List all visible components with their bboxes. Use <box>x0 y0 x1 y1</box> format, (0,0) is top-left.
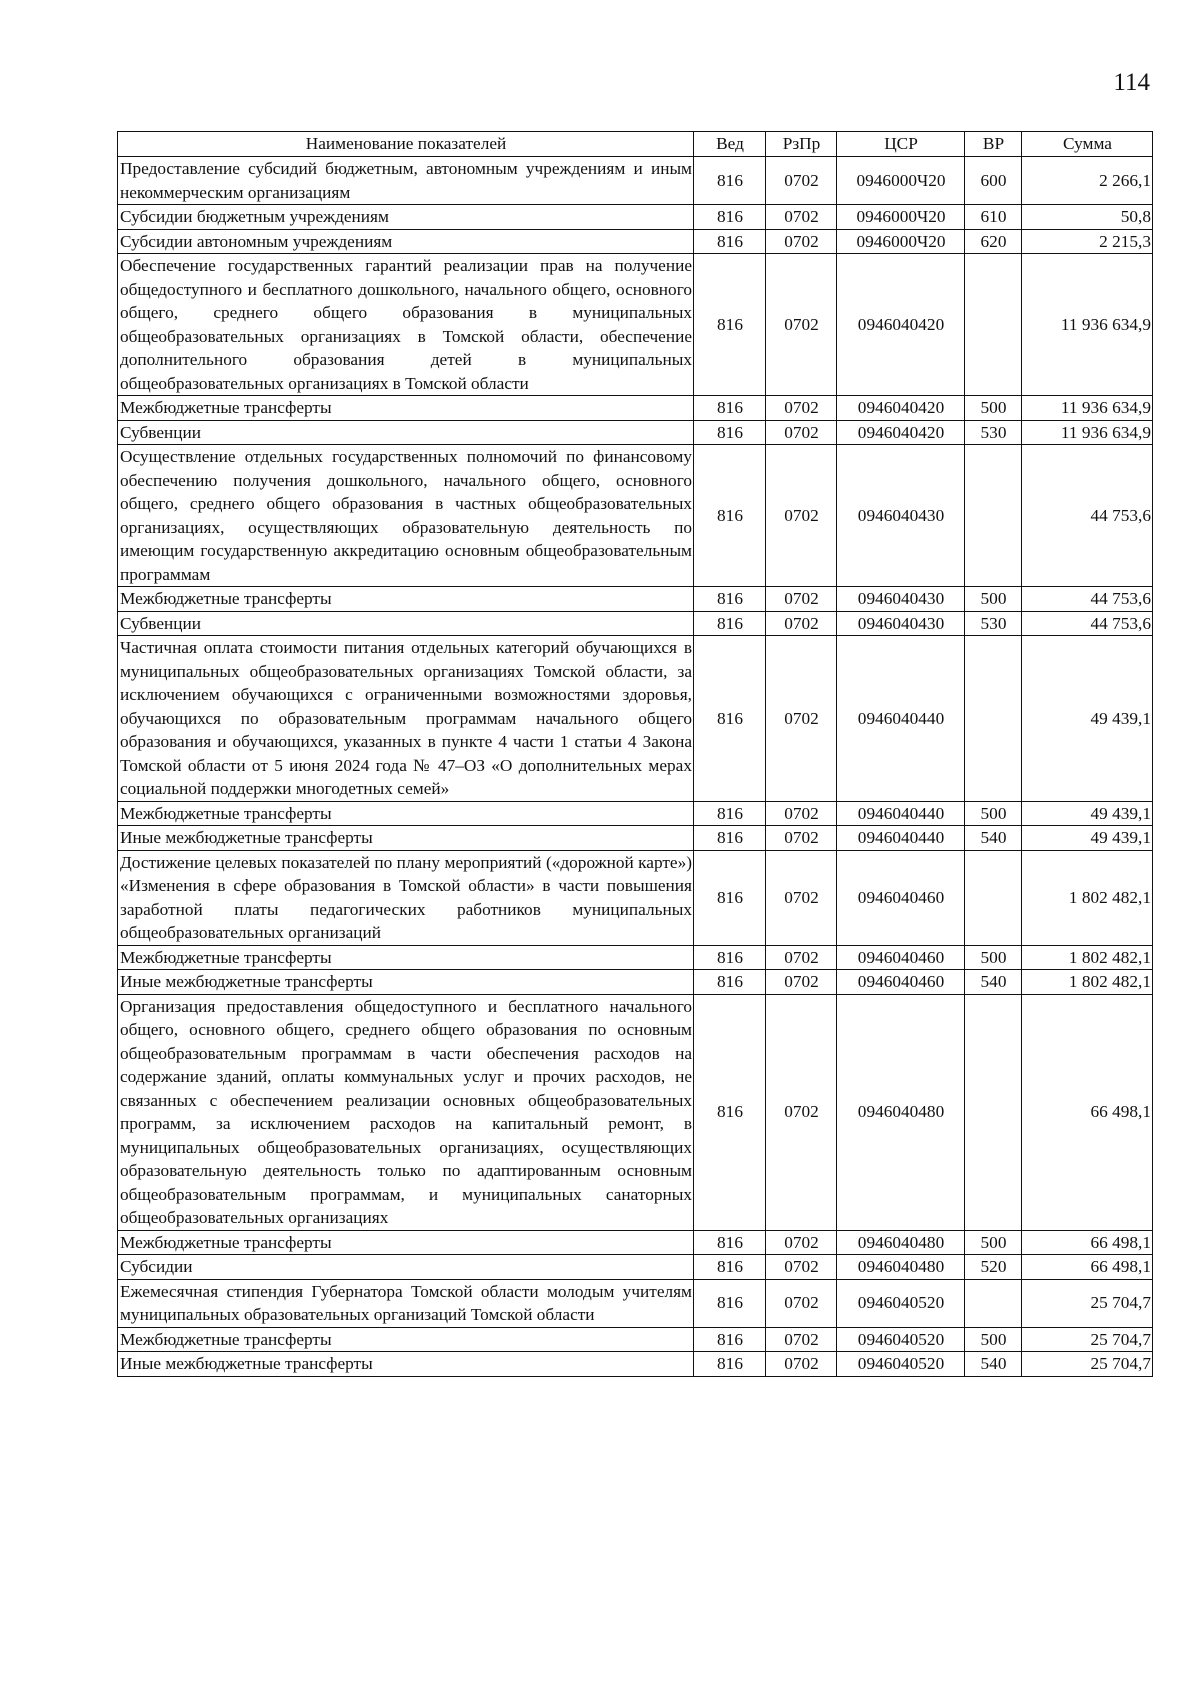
cell-rzpr: 0702 <box>766 1327 837 1352</box>
cell-csr: 0946040430 <box>837 445 965 587</box>
cell-name: Межбюджетные трансферты <box>118 1327 694 1352</box>
cell-sum: 25 704,7 <box>1022 1279 1153 1327</box>
cell-ved: 816 <box>694 396 766 421</box>
cell-ved: 816 <box>694 1279 766 1327</box>
cell-ved: 816 <box>694 826 766 851</box>
cell-csr: 0946040520 <box>837 1352 965 1377</box>
cell-ved: 816 <box>694 205 766 230</box>
cell-ved: 816 <box>694 587 766 612</box>
cell-vr: 540 <box>965 1352 1022 1377</box>
header-sum: Сумма <box>1022 132 1153 157</box>
cell-name: Ежемесячная стипендия Губернатора Томской области молодым учителям муниципальных образовательных организаций Томской области <box>118 1279 694 1327</box>
cell-rzpr: 0702 <box>766 994 837 1230</box>
cell-name: Субвенции <box>118 420 694 445</box>
cell-sum: 11 936 634,9 <box>1022 254 1153 396</box>
cell-name: Межбюджетные трансферты <box>118 1230 694 1255</box>
table-row <box>118 945 1153 970</box>
cell-sum: 49 439,1 <box>1022 801 1153 826</box>
cell-sum: 11 936 634,9 <box>1022 396 1153 421</box>
table-row <box>118 611 1153 636</box>
cell-ved: 816 <box>694 1255 766 1280</box>
cell-sum: 50,8 <box>1022 205 1153 230</box>
cell-rzpr: 0702 <box>766 1279 837 1327</box>
cell-sum: 44 753,6 <box>1022 611 1153 636</box>
cell-rzpr: 0702 <box>766 254 837 396</box>
cell-vr <box>965 254 1022 396</box>
cell-name: Частичная оплата стоимости питания отдельных категорий обучающихся в муниципальных общеобразовательных организациях Томской области, за исключением обучающихся с ограниченными возможностями здоровья, обучающихся по образовательным программам начального общего образования и обучающихся, указанных в пункте 4 части 1 статьи 4 Закона Томской области от 5 июня 2024 года № 47–ОЗ «О дополнительных мерах социальной поддержки многодетных семей» <box>118 636 694 802</box>
table-row <box>118 1230 1153 1255</box>
cell-ved: 816 <box>694 1352 766 1377</box>
cell-vr: 500 <box>965 396 1022 421</box>
cell-sum: 2 266,1 <box>1022 157 1153 205</box>
cell-sum: 1 802 482,1 <box>1022 850 1153 945</box>
cell-vr: 540 <box>965 826 1022 851</box>
cell-rzpr: 0702 <box>766 970 837 995</box>
header-rzpr: РзПр <box>766 132 837 157</box>
cell-sum: 2 215,3 <box>1022 229 1153 254</box>
cell-vr: 610 <box>965 205 1022 230</box>
cell-csr: 0946040480 <box>837 1255 965 1280</box>
cell-name: Иные межбюджетные трансферты <box>118 970 694 995</box>
cell-sum: 66 498,1 <box>1022 1255 1153 1280</box>
cell-name: Межбюджетные трансферты <box>118 945 694 970</box>
cell-csr: 0946040420 <box>837 420 965 445</box>
page-number: 114 <box>1113 69 1150 96</box>
cell-name: Межбюджетные трансферты <box>118 587 694 612</box>
table-row <box>118 970 1153 995</box>
table-row <box>118 1327 1153 1352</box>
cell-csr: 0946040520 <box>837 1327 965 1352</box>
cell-name: Достижение целевых показателей по плану мероприятий («дорожной карте») «Изменения в сфере образования в Томской области» в части повышения заработной платы педагогических работников муниципальных общеобразовательных организаций <box>118 850 694 945</box>
table-row <box>118 1255 1153 1280</box>
cell-vr <box>965 1279 1022 1327</box>
cell-sum: 66 498,1 <box>1022 1230 1153 1255</box>
cell-sum: 66 498,1 <box>1022 994 1153 1230</box>
cell-vr: 540 <box>965 970 1022 995</box>
cell-sum: 1 802 482,1 <box>1022 945 1153 970</box>
cell-rzpr: 0702 <box>766 157 837 205</box>
table-row <box>118 254 1153 396</box>
table-row <box>118 850 1153 945</box>
cell-rzpr: 0702 <box>766 826 837 851</box>
cell-ved: 816 <box>694 611 766 636</box>
cell-sum: 49 439,1 <box>1022 826 1153 851</box>
cell-vr: 500 <box>965 587 1022 612</box>
cell-sum: 49 439,1 <box>1022 636 1153 802</box>
cell-name: Иные межбюджетные трансферты <box>118 826 694 851</box>
cell-csr: 0946040420 <box>837 254 965 396</box>
table-header-row <box>118 132 1153 157</box>
cell-ved: 816 <box>694 420 766 445</box>
cell-vr: 500 <box>965 801 1022 826</box>
cell-name: Межбюджетные трансферты <box>118 801 694 826</box>
cell-rzpr: 0702 <box>766 587 837 612</box>
cell-name: Субсидии автономным учреждениям <box>118 229 694 254</box>
table-row <box>118 826 1153 851</box>
cell-ved: 816 <box>694 850 766 945</box>
table-row <box>118 396 1153 421</box>
cell-ved: 816 <box>694 254 766 396</box>
cell-rzpr: 0702 <box>766 420 837 445</box>
table-row <box>118 445 1153 587</box>
cell-sum: 25 704,7 <box>1022 1352 1153 1377</box>
cell-vr <box>965 850 1022 945</box>
table-row <box>118 420 1153 445</box>
cell-vr: 500 <box>965 1327 1022 1352</box>
cell-sum: 1 802 482,1 <box>1022 970 1153 995</box>
cell-vr: 500 <box>965 1230 1022 1255</box>
cell-rzpr: 0702 <box>766 1352 837 1377</box>
table-row <box>118 1352 1153 1377</box>
cell-csr: 0946040430 <box>837 587 965 612</box>
cell-ved: 816 <box>694 636 766 802</box>
header-ved: Вед <box>694 132 766 157</box>
table-row <box>118 1279 1153 1327</box>
budget-table <box>117 131 1153 1377</box>
table-row <box>118 205 1153 230</box>
cell-ved: 816 <box>694 1230 766 1255</box>
cell-csr: 0946000Ч20 <box>837 157 965 205</box>
cell-sum: 25 704,7 <box>1022 1327 1153 1352</box>
cell-rzpr: 0702 <box>766 205 837 230</box>
cell-rzpr: 0702 <box>766 945 837 970</box>
cell-rzpr: 0702 <box>766 611 837 636</box>
cell-csr: 0946040460 <box>837 850 965 945</box>
header-name: Наименование показателей <box>118 132 694 157</box>
cell-vr <box>965 994 1022 1230</box>
cell-name: Обеспечение государственных гарантий реализации прав на получение общедоступного и бесплатного дошкольного, начального общего, основного общего, среднего общего образования в муниципальных общеобразовательных организациях в Томской области, обеспечение дополнительного образования детей в муниципальных общеобразовательных организациях в Томской области <box>118 254 694 396</box>
cell-csr: 0946000Ч20 <box>837 205 965 230</box>
cell-vr: 530 <box>965 420 1022 445</box>
cell-rzpr: 0702 <box>766 1255 837 1280</box>
cell-rzpr: 0702 <box>766 801 837 826</box>
cell-rzpr: 0702 <box>766 636 837 802</box>
table-row <box>118 636 1153 802</box>
cell-name: Предоставление субсидий бюджетным, автономным учреждениям и иным некоммерческим организациям <box>118 157 694 205</box>
cell-name: Субсидии бюджетным учреждениям <box>118 205 694 230</box>
cell-csr: 0946040430 <box>837 611 965 636</box>
cell-ved: 816 <box>694 801 766 826</box>
cell-vr: 530 <box>965 611 1022 636</box>
cell-vr <box>965 636 1022 802</box>
cell-rzpr: 0702 <box>766 1230 837 1255</box>
header-csr: ЦСР <box>837 132 965 157</box>
cell-csr: 0946040460 <box>837 970 965 995</box>
cell-sum: 44 753,6 <box>1022 587 1153 612</box>
cell-csr: 0946040480 <box>837 994 965 1230</box>
cell-csr: 0946040520 <box>837 1279 965 1327</box>
cell-csr: 0946040480 <box>837 1230 965 1255</box>
cell-sum: 44 753,6 <box>1022 445 1153 587</box>
cell-rzpr: 0702 <box>766 850 837 945</box>
table-row <box>118 229 1153 254</box>
cell-csr: 0946000Ч20 <box>837 229 965 254</box>
cell-rzpr: 0702 <box>766 229 837 254</box>
cell-rzpr: 0702 <box>766 445 837 587</box>
cell-vr: 620 <box>965 229 1022 254</box>
cell-vr: 500 <box>965 945 1022 970</box>
cell-name: Осуществление отдельных государственных полномочий по финансовому обеспечению получения дошкольного, начального общего, основного общего, среднего общего образования в частных общеобразовательных организациях, осуществляющих образовательную деятельность по имеющим государственную аккредитацию основным общеобразовательным программам <box>118 445 694 587</box>
cell-ved: 816 <box>694 157 766 205</box>
cell-name: Организация предоставления общедоступного и бесплатного начального общего, основного общего, среднего общего образования по основным общеобразовательным программам в части обеспечения расходов на содержание зданий, оплаты коммунальных услуг и прочих расходов, не связанных с обеспечением реализации основных общеобразовательных программ, за исключением расходов на капитальный ремонт, в муниципальных общеобразовательных организациях, осуществляющих образовательную деятельность только по адаптированным основным общеобразовательным программам, и муниципальных санаторных общеобразовательных организациях <box>118 994 694 1230</box>
cell-ved: 816 <box>694 229 766 254</box>
cell-ved: 816 <box>694 994 766 1230</box>
cell-vr: 520 <box>965 1255 1022 1280</box>
cell-name: Субсидии <box>118 1255 694 1280</box>
cell-rzpr: 0702 <box>766 396 837 421</box>
cell-vr <box>965 445 1022 587</box>
header-vr: ВР <box>965 132 1022 157</box>
cell-sum: 11 936 634,9 <box>1022 420 1153 445</box>
cell-ved: 816 <box>694 445 766 587</box>
cell-csr: 0946040420 <box>837 396 965 421</box>
table-row <box>118 587 1153 612</box>
cell-name: Субвенции <box>118 611 694 636</box>
cell-ved: 816 <box>694 1327 766 1352</box>
table-row <box>118 157 1153 205</box>
cell-ved: 816 <box>694 945 766 970</box>
cell-name: Межбюджетные трансферты <box>118 396 694 421</box>
cell-ved: 816 <box>694 970 766 995</box>
cell-csr: 0946040440 <box>837 826 965 851</box>
cell-name: Иные межбюджетные трансферты <box>118 1352 694 1377</box>
cell-csr: 0946040460 <box>837 945 965 970</box>
cell-vr: 600 <box>965 157 1022 205</box>
table-row <box>118 994 1153 1230</box>
cell-csr: 0946040440 <box>837 636 965 802</box>
table-row <box>118 801 1153 826</box>
cell-csr: 0946040440 <box>837 801 965 826</box>
